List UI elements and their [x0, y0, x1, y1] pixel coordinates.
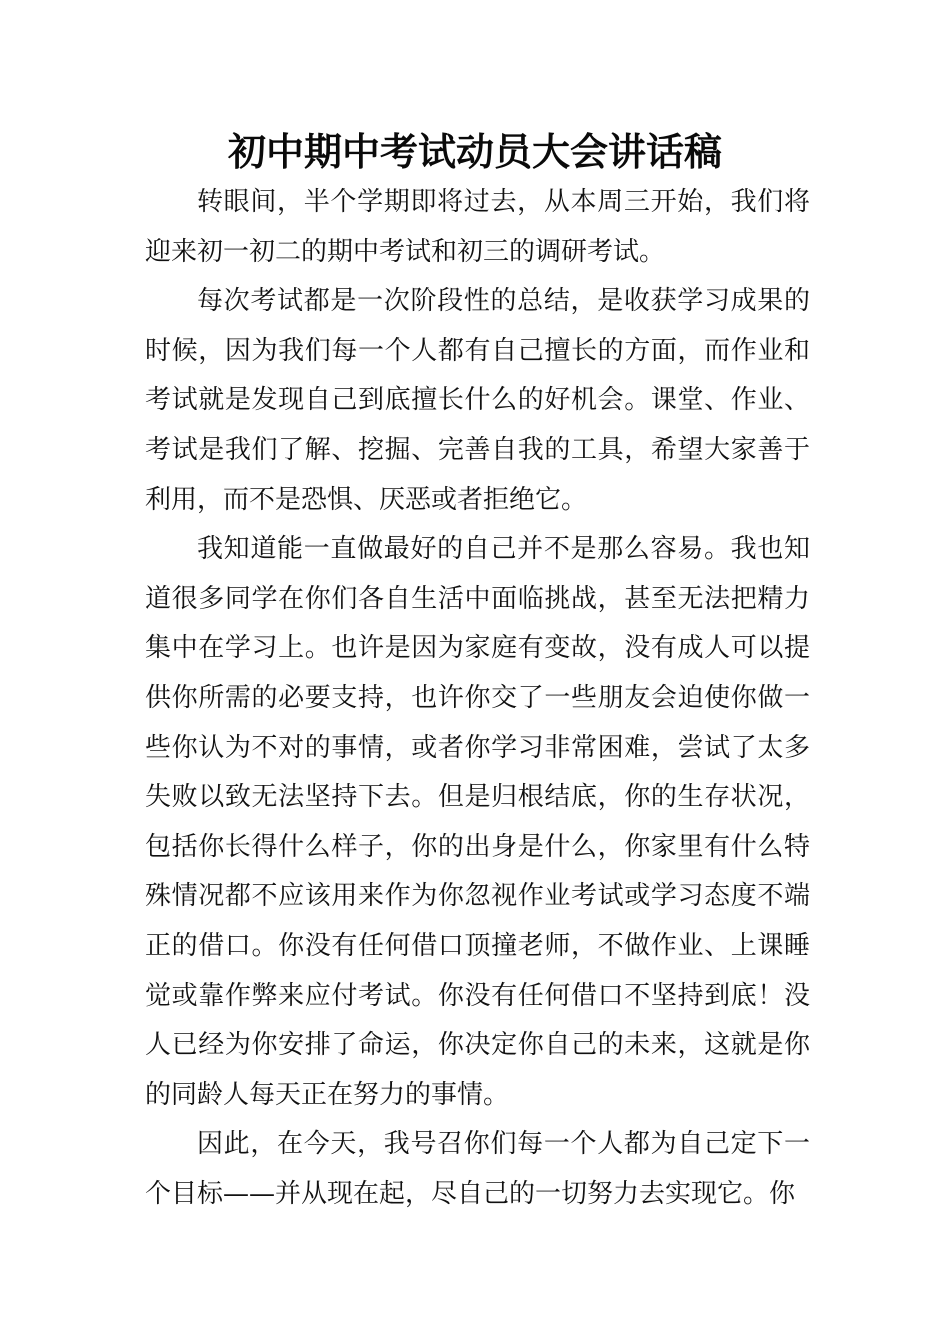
document-title: 初中期中考试动员大会讲话稿	[227, 129, 722, 174]
paragraph-1: 转眼间，半个学期即将过去，从本周三开始，我们将迎来初一初二的期中考试和初三的调研考试。	[145, 187, 810, 267]
paragraph-3: 我知道能一直做最好的自己并不是那么容易。我也知道很多同学在你们各自生活中面临挑战，甚至无法把精力集中在学习上。也许是因为家庭有变故，没有成人可以提供你所需的必要支持，也许你交了一些朋友会迫使你做一些你认为不对的事情，或者你学习非常困难，尝试了太多失败以致无法坚持下去。但是归根结底，你的生存状况，包括你长得什么样子，你的出身是什么，你家里有什么特殊情况都不应该用来作为你忽视作业考试或学习态度不端正的借口。你没有任何借口顶撞老师，不做作业、上课睡觉或靠作弊来应付考试。你没有任何借口不坚持到底！没人已经为你安排了命运，你决定你自己的未来，这就是你的同龄人每天正在努力的事情。	[145, 534, 810, 1110]
paragraph-4: 因此，在今天，我号召你们每一个人都为自己定下一个目标——并从现在起，尽自己的一切努力去实现它。你	[145, 1129, 810, 1209]
document-body	[145, 178, 810, 1219]
paragraph-2: 每次考试都是一次阶段性的总结，是收获学习成果的时候，因为我们每一个人都有自己擅长的方面，而作业和考试就是发现自己到底擅长什么的好机会。课堂、作业、考试是我们了解、挖掘、完善自我的工具，希望大家善于利用，而不是恐惧、厌恶或者拒绝它。	[145, 286, 810, 515]
